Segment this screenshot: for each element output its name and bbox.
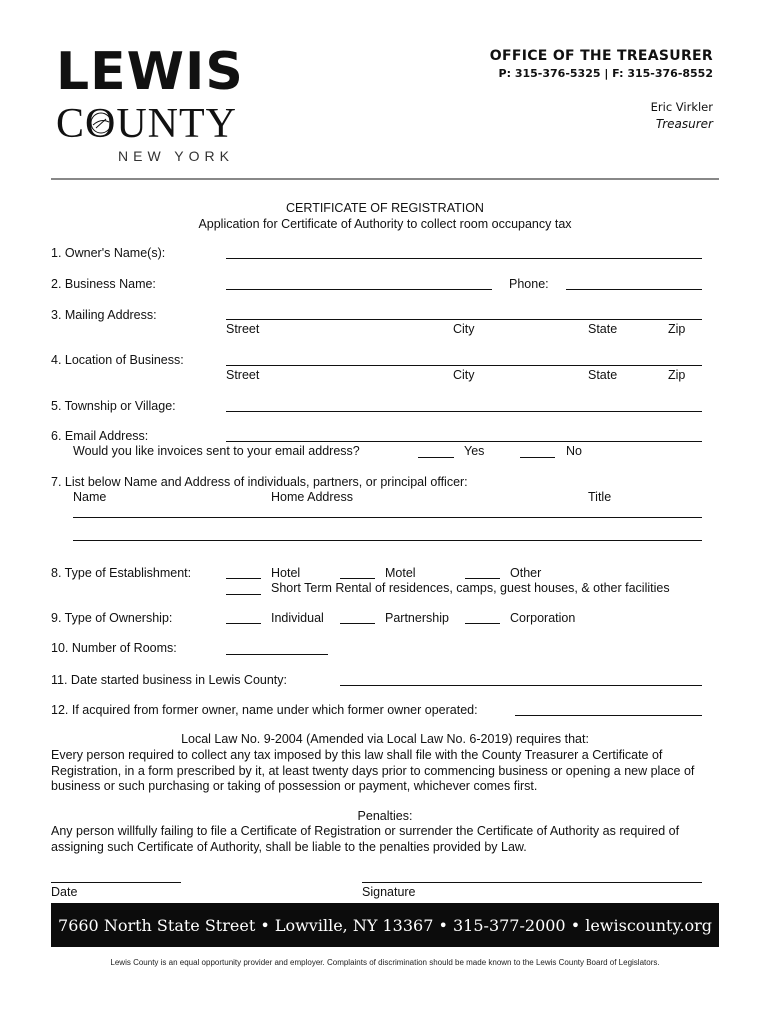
mailing-state-label: State xyxy=(588,322,618,336)
hotel-field[interactable] xyxy=(226,578,261,579)
other-field[interactable] xyxy=(465,578,500,579)
short-term-label: Short Term Rental of residences, camps, guest houses, & other facilities xyxy=(271,581,670,595)
office-phones: P: 315-376-5325 | F: 315-376-8552 xyxy=(498,67,713,80)
individual-field[interactable] xyxy=(226,623,261,624)
business-name-field[interactable] xyxy=(226,289,492,290)
short-term-field[interactable] xyxy=(226,594,261,595)
q11-label: 11. Date started business in Lewis County: xyxy=(51,673,288,687)
col-name-label: Name xyxy=(73,490,107,504)
partnership-field[interactable] xyxy=(340,623,375,624)
footer-address: 7660 North State Street • Lowville, NY 13367 • 315-377-2000 • lewiscounty.org xyxy=(58,915,712,935)
doc-subtitle: Application for Certificate of Authority to collect room occupancy tax xyxy=(198,217,572,231)
law-body: Every person required to collect any tax imposed by this law shall file with the County Treasurer a Certificate of Registration, in a form prescribed by it, at least twenty days prior to commencing business or opening a new place of business or such purchasing or taking of possession or payment, whichever comes first. xyxy=(51,748,695,793)
hotel-label: Hotel xyxy=(271,566,301,580)
q1-label: 1. Owner's Name(s): xyxy=(51,246,166,260)
logo-lewis: LEWIS xyxy=(56,42,244,102)
q12-label: 12. If acquired from former owner, name under which former owner operated: xyxy=(51,703,478,717)
q7-label: 7. List below Name and Address of individuals, partners, or principal officer: xyxy=(51,475,468,489)
invoice-no-label: No xyxy=(566,444,582,458)
corporation-label: Corporation xyxy=(510,611,576,625)
mailing-address-field[interactable] xyxy=(226,319,702,320)
location-street-label: Street xyxy=(226,368,260,382)
date-line[interactable] xyxy=(51,882,181,883)
start-date-field[interactable] xyxy=(340,685,702,686)
header-divider xyxy=(51,178,719,180)
email-field[interactable] xyxy=(226,441,702,442)
footer-address-bar xyxy=(51,903,719,947)
invoice-yes-label: Yes xyxy=(464,444,485,458)
q2-label: 2. Business Name: xyxy=(51,277,156,291)
treasurer-role: Treasurer xyxy=(655,117,713,131)
signature-label: Signature xyxy=(362,885,416,899)
doc-title: CERTIFICATE OF REGISTRATION xyxy=(286,201,484,215)
logo-new-york: NEW YORK xyxy=(118,148,234,164)
q10-label: 10. Number of Rooms: xyxy=(51,641,177,655)
motel-label: Motel xyxy=(385,566,416,580)
mailing-city-label: City xyxy=(453,322,475,336)
phone-label: Phone: xyxy=(509,277,549,291)
logo-county: COUNTY xyxy=(56,101,237,147)
invoice-no-field[interactable] xyxy=(520,457,555,458)
signature-line[interactable] xyxy=(362,882,702,883)
mailing-zip-label: Zip xyxy=(668,322,686,336)
q6-invoice-question: Would you like invoices sent to your email address? xyxy=(73,444,360,458)
equal-opportunity-notice: Lewis County is an equal opportunity provider and employer. Complaints of discrimination should be made known to the Lewis County Board of Legislators. xyxy=(110,958,660,967)
col-address-label: Home Address xyxy=(271,490,353,504)
business-location-field[interactable] xyxy=(226,365,702,366)
officer-line-2[interactable] xyxy=(73,540,702,541)
officer-line-1[interactable] xyxy=(73,517,702,518)
law-heading: Local Law No. 9-2004 (Amended via Local Law No. 6-2019) requires that: xyxy=(181,732,589,746)
rooms-field[interactable] xyxy=(226,654,328,655)
former-owner-field[interactable] xyxy=(515,715,702,716)
penalties-heading: Penalties: xyxy=(357,809,413,823)
township-field[interactable] xyxy=(226,411,702,412)
individual-label: Individual xyxy=(271,611,324,625)
owner-name-field[interactable] xyxy=(226,258,702,259)
q8-label: 8. Type of Establishment: xyxy=(51,566,192,580)
phone-field[interactable] xyxy=(566,289,702,290)
invoice-yes-field[interactable] xyxy=(418,457,454,458)
q9-label: 9. Type of Ownership: xyxy=(51,611,173,625)
q5-label: 5. Township or Village: xyxy=(51,399,176,413)
q6-label: 6. Email Address: xyxy=(51,429,149,443)
q4-label: 4. Location of Business: xyxy=(51,353,184,367)
location-zip-label: Zip xyxy=(668,368,686,382)
county-seal-icon xyxy=(88,110,114,136)
office-title: OFFICE OF THE TREASURER xyxy=(489,48,713,64)
mailing-street-label: Street xyxy=(226,322,260,336)
date-label: Date xyxy=(51,885,78,899)
other-label: Other xyxy=(510,566,542,580)
q3-label: 3. Mailing Address: xyxy=(51,308,157,322)
partnership-label: Partnership xyxy=(385,611,449,625)
location-city-label: City xyxy=(453,368,475,382)
penalties-body: Any person willfully failing to file a Certificate of Registration or surrender the Certificate of Authority as required of assigning such Certificate of Authority, shall be liable to the penalties provided by Law. xyxy=(51,824,680,854)
motel-field[interactable] xyxy=(340,578,375,579)
treasurer-name: Eric Virkler xyxy=(650,100,713,114)
corporation-field[interactable] xyxy=(465,623,500,624)
col-title-label: Title xyxy=(588,490,612,504)
location-state-label: State xyxy=(588,368,618,382)
